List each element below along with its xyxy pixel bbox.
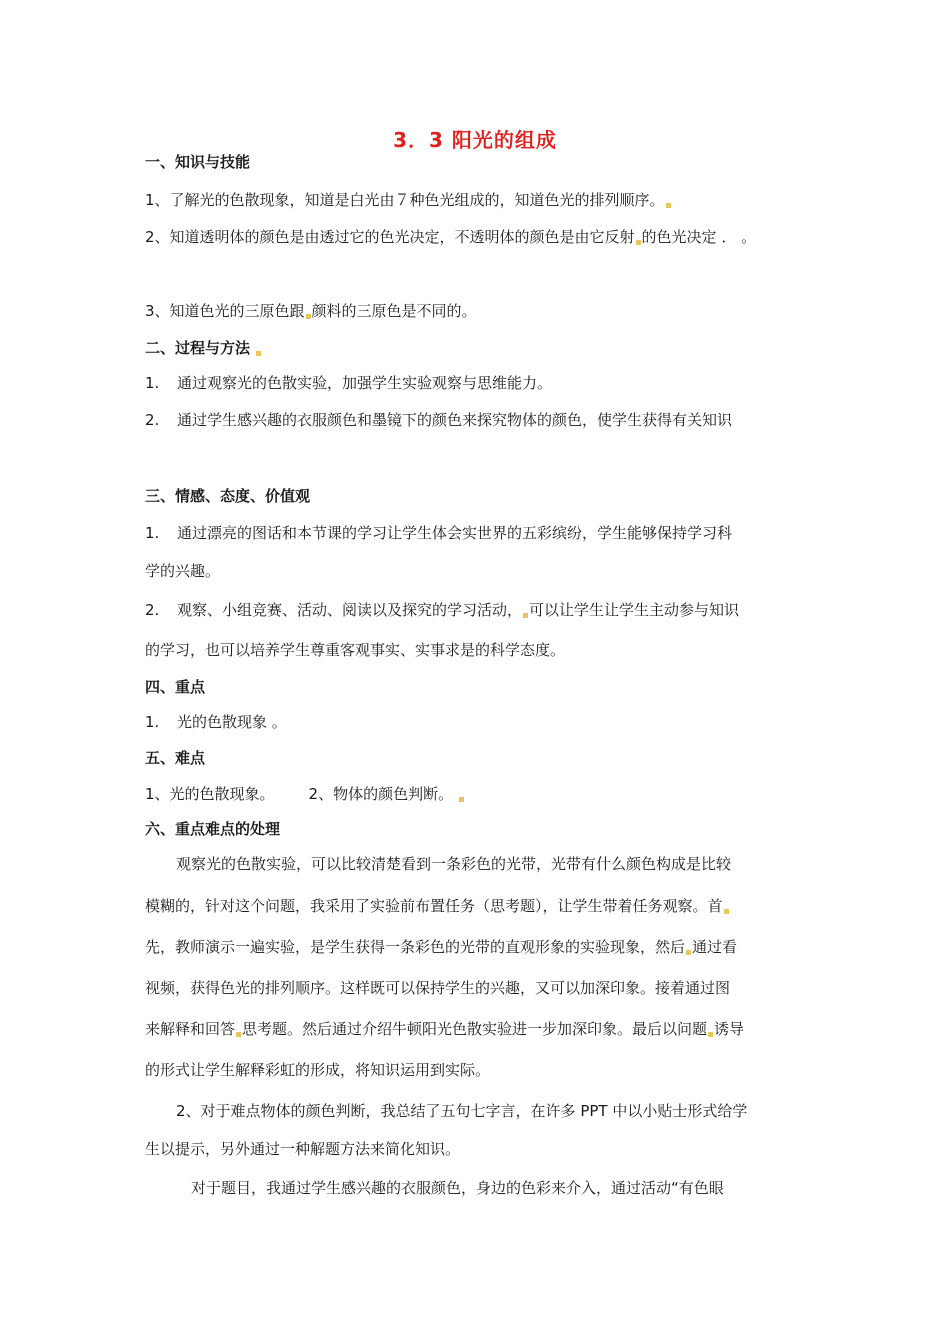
list-item — [145, 523, 732, 543]
list-number: 2. — [145, 411, 160, 429]
list-item — [145, 712, 287, 732]
paragraph-line: 生以提示，另外通过一种解题方法来简化知识。 — [145, 1140, 461, 1158]
marker-icon — [708, 1032, 713, 1037]
marker-icon — [459, 797, 464, 802]
list-item-continued: 学的兴趣。 — [145, 562, 221, 580]
text-span: 通过看 — [692, 938, 738, 956]
marker-icon — [724, 909, 729, 914]
list-item — [145, 373, 552, 393]
text-span: 颜料的三原色是不同的。 — [311, 302, 477, 320]
marker-icon — [636, 240, 641, 245]
text-span: 1、了解光的色散现象，知道是白光由７种色光组成的，知道色光的排列顺序。 — [145, 191, 665, 209]
paragraph-line — [145, 896, 730, 916]
paragraph-line — [145, 784, 465, 804]
page-title: 3．3 阳光的组成 — [393, 128, 557, 152]
text-span: 来解释和回答 — [145, 1020, 236, 1038]
list-number: 1. — [145, 524, 160, 542]
section-heading-difficulties: 五、难点 — [145, 749, 206, 767]
text-span: 2、物体的颜色判断。 — [308, 785, 454, 803]
list-number: 2. — [145, 601, 160, 619]
text-span: 思考题。然后通过介绍牛顿阳光色散实验进一步加深印象。最后以问题 — [242, 1020, 708, 1038]
paragraph-line: 观察光的色散实验，可以比较清楚看到一条彩色的光带，光带有什么颜色构成是比较 — [176, 855, 732, 873]
list-item — [145, 410, 732, 430]
paragraph-line: 的形式让学生解释彩虹的形成，将知识运用到实际。 — [145, 1061, 491, 1079]
marker-icon — [236, 1032, 241, 1037]
section-heading-handling: 六、重点难点的处理 — [145, 820, 281, 838]
list-number: 1. — [145, 374, 160, 392]
list-text: 通过漂亮的图话和本节课的学习让学生体会实世界的五彩缤纷，学生能够保持学习科 — [177, 524, 733, 542]
paragraph-line: 视频，获得色光的排列顺序。这样既可以保持学生的兴趣，又可以加深印象。接着通过图 — [145, 979, 731, 997]
list-text: 可以让学生让学生主动参与知识 — [529, 601, 740, 619]
text-span: 1、光的色散现象。 — [145, 785, 275, 803]
text-span: 先，教师演示一遍实验，是学生获得一条彩色的光带的直观形象的实验现象，然后 — [145, 938, 686, 956]
paragraph-line: 对于题目，我通过学生感兴趣的衣服颜色，身边的色彩来介入，通过活动“有色眼 — [191, 1179, 724, 1197]
list-item-continued: 的学习，也可以培养学生尊重客观事实、实事求是的科学态度。 — [145, 641, 566, 659]
marker-icon — [686, 950, 691, 955]
list-item — [145, 600, 739, 620]
list-text: 光的色散现象 。 — [177, 713, 287, 731]
list-text: 通过观察光的色散实验，加强学生实验观察与思维能力。 — [177, 374, 553, 392]
heading-text: 二、过程与方法 — [145, 339, 251, 357]
marker-icon — [306, 314, 311, 319]
paragraph-line — [145, 301, 477, 321]
section-heading-key-points: 四、重点 — [145, 678, 206, 696]
text-span: 诱导 — [714, 1020, 745, 1038]
section-heading-attitude: 三、情感、态度、价值观 — [145, 487, 311, 505]
paragraph-line — [145, 937, 737, 957]
marker-icon — [666, 203, 671, 208]
text-span: 模糊的，针对这个问题，我采用了实验前布置任务（思考题），让学生带着任务观察。首 — [145, 897, 723, 915]
section-heading-process — [145, 338, 262, 358]
marker-icon — [523, 613, 528, 618]
text-span: 的色光决定 ． 。 — [641, 228, 757, 246]
marker-icon — [256, 351, 261, 356]
text-span: 2、知道透明体的颜色是由透过它的色光决定，不透明体的颜色是由它反射 — [145, 228, 635, 246]
list-text: 观察、小组竞赛、活动、阅读以及探究的学习活动， — [177, 601, 523, 619]
paragraph-line — [145, 1019, 744, 1039]
paragraph-line — [145, 190, 672, 210]
section-heading-knowledge: 一、知识与技能 — [145, 153, 251, 171]
list-text: 通过学生感兴趣的衣服颜色和墨镜下的颜色来探究物体的颜色，使学生获得有关知识 — [177, 411, 733, 429]
text-span: 3、知道色光的三原色跟 — [145, 302, 305, 320]
list-number: 1. — [145, 713, 160, 731]
paragraph-line — [145, 227, 756, 247]
paragraph-line: 2、对于难点物体的颜色判断，我总结了五句七字言，在许多 PPT 中以小贴士形式给学 — [176, 1102, 748, 1120]
